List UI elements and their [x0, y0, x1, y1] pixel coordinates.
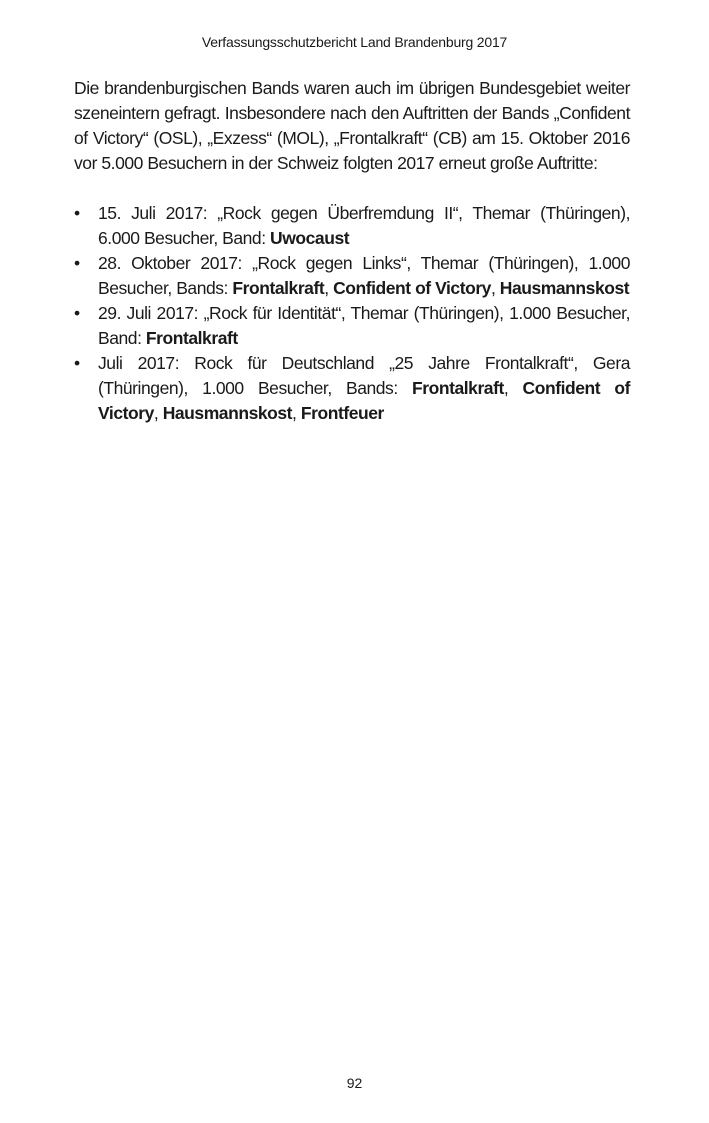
band-name: Frontalkraft	[232, 278, 325, 298]
band-separator: ,	[324, 278, 334, 298]
event-text: 15. Juli 2017: „Rock gegen Überfremdung II“, Themar (Thüringen), 6.000 Besucher, Band:	[98, 203, 630, 248]
band-name: Confident of Victory	[98, 378, 630, 423]
band-name: Confident of Victory	[333, 278, 491, 298]
event-list	[74, 201, 630, 426]
band-separator: ,	[153, 403, 163, 423]
bullet-icon: •	[74, 353, 80, 373]
band-name: Frontalkraft	[145, 328, 238, 348]
band-separator: ,	[292, 403, 301, 423]
event-text: 29. Juli 2017: „Rock für Identität“, Themar (Thüringen), 1.000 Besucher, Band:	[98, 303, 630, 348]
running-header: Verfassungsschutzbericht Land Brandenburg 2017	[201, 34, 508, 50]
band-separator: ,	[490, 278, 500, 298]
band-name: Hausmannskost	[162, 403, 293, 423]
event-item	[74, 201, 630, 251]
event-text: Juli 2017: Rock für Deutschland „25 Jahre Frontalkraft“, Gera (Thüringen), 1.000 Besucher, Bands:	[98, 353, 630, 398]
event-item	[74, 251, 630, 301]
bullet-icon: •	[74, 203, 80, 223]
event-text: 28. Oktober 2017: „Rock gegen Links“, Themar (Thüringen), 1.000 Besucher, Bands:	[98, 253, 630, 298]
bullet-icon: •	[74, 303, 80, 323]
intro-paragraph: Die brandenburgischen Bands waren auch im übrigen Bundesgebiet weiter szeneintern gefragt. Insbesondere nach den Auftritten der Bands „Confident of Victory“ (OSL), „Exzess“ (MOL), „Frontalkraft“ (CB) am 15. Oktober 2016 vor 5.000 Besuchern in der Schweiz folgten 2017 erneut große Auftritte:	[74, 78, 630, 173]
event-item	[74, 351, 630, 426]
band-name: Uwocaust	[270, 228, 350, 248]
event-item	[74, 301, 630, 351]
page-body	[74, 76, 630, 426]
page-number: 92	[346, 1075, 363, 1091]
bullet-icon: •	[74, 253, 80, 273]
band-name: Frontalkraft	[412, 378, 504, 398]
band-separator: ,	[503, 378, 523, 398]
band-name: Hausmannskost	[499, 278, 630, 298]
band-name: Frontfeuer	[300, 403, 384, 423]
